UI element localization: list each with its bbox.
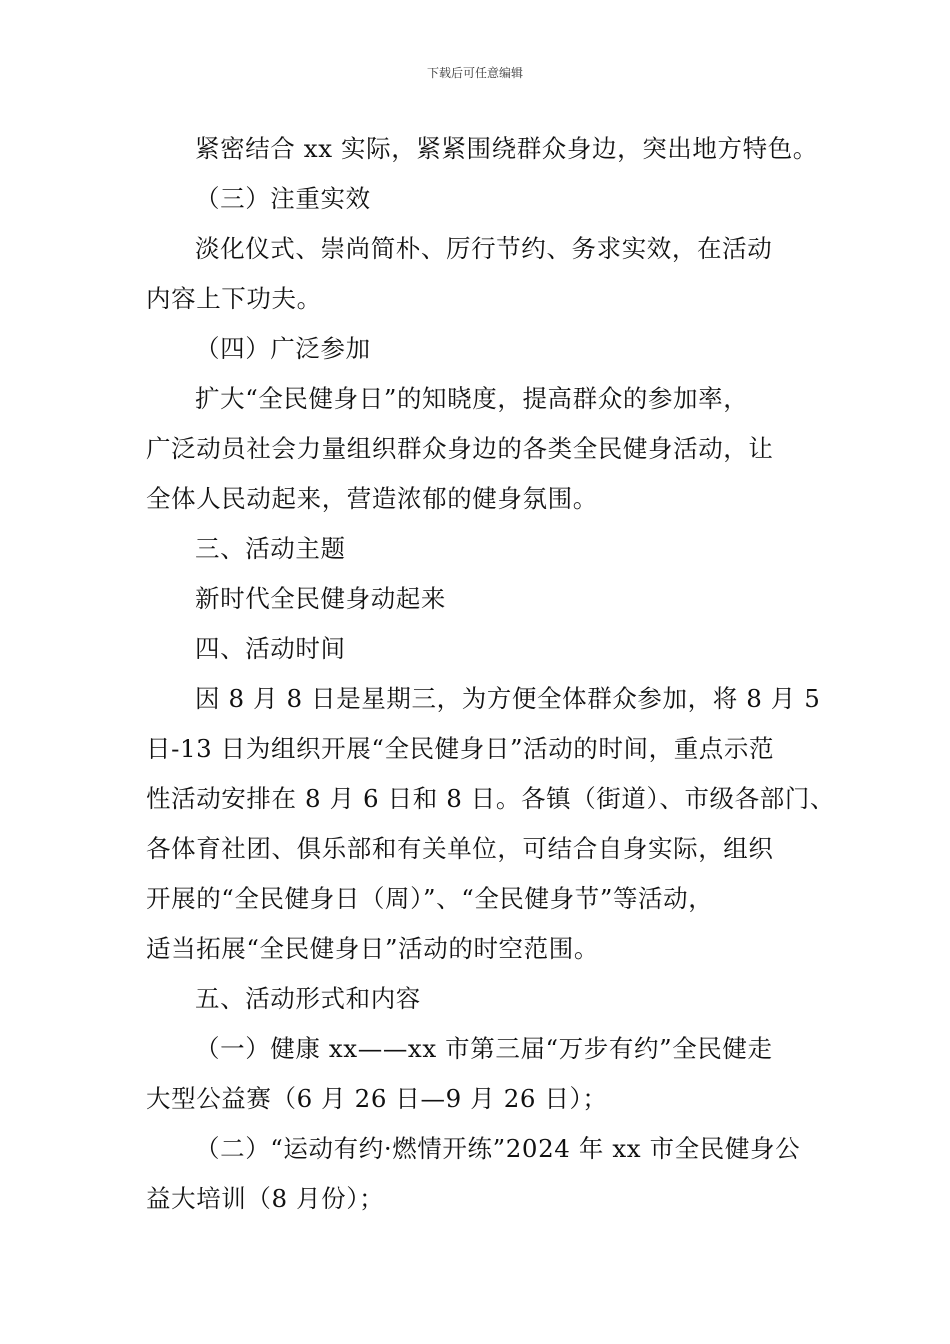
document-body xyxy=(146,124,836,1224)
text-line: 大型公益赛（6 月 26 日—9 月 26 日）； xyxy=(146,1084,608,1113)
text-line: 内容上下功夫。 xyxy=(146,284,322,313)
text-line: 性活动安排在 8 月 6 日和 8 日。各镇（街道）、市级各部门、 xyxy=(146,784,836,813)
text-line: 新时代全民健身动起来 xyxy=(195,584,446,613)
text-line: （一）健康 xx——xx 市第三届“万步有约”全民健走 xyxy=(195,1034,773,1063)
text-line: 紧密结合 xx 实际，紧紧围绕群众身边，突出地方特色。 xyxy=(195,134,818,163)
text-line: 因 8 月 8 日是星期三，为方便全体群众参加，将 8 月 5 xyxy=(195,684,821,713)
text-line: 广泛动员社会力量组织群众身边的各类全民健身活动，让 xyxy=(146,434,774,463)
section-heading: 五、活动形式和内容 xyxy=(195,984,421,1013)
text-line: 开展的“全民健身日（周）”、“全民健身节”等活动， xyxy=(146,884,714,913)
text-line: 日-13 日为组织开展“全民健身日”活动的时间，重点示范 xyxy=(146,734,775,763)
page-header: 下载后可任意编辑 xyxy=(426,66,523,80)
text-line: 适当拓展“全民健身日”活动的时空范围。 xyxy=(146,934,599,963)
section-heading: （四）广泛参加 xyxy=(195,334,371,363)
text-line: 淡化仪式、崇尚简朴、厉行节约、务求实效，在活动 xyxy=(195,234,773,263)
text-line: （二）“运动有约·燃情开练”2024 年 xx 市全民健身公 xyxy=(195,1134,801,1163)
section-heading: 四、活动时间 xyxy=(195,634,346,663)
text-line: 各体育社团、俱乐部和有关单位，可结合自身实际，组织 xyxy=(146,834,774,863)
text-line: 益大培训（8 月份）； xyxy=(146,1184,385,1213)
section-heading: （三）注重实效 xyxy=(195,184,371,213)
section-heading: 三、活动主题 xyxy=(195,534,346,563)
text-line: 扩大“全民健身日”的知晓度，提高群众的参加率， xyxy=(195,384,749,413)
text-line: 全体人民动起来，营造浓郁的健身氛围。 xyxy=(146,484,598,513)
